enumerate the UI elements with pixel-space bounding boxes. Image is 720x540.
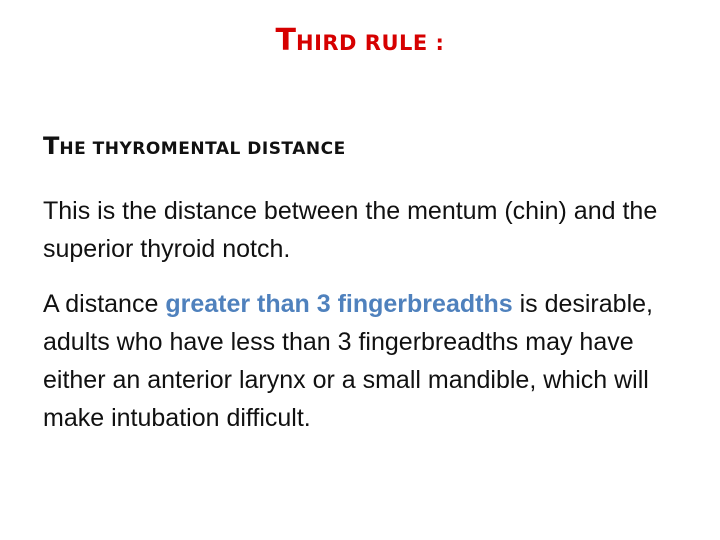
title-rest: HIRD RULE : (296, 31, 445, 55)
section-heading (43, 132, 346, 161)
heading-rest: HE THYROMENTAL DISTANCE (59, 139, 346, 159)
title-initial: T (275, 23, 296, 58)
definition-paragraph: This is the distance between the mentum (chin) and the superior thyroid notch. (43, 197, 658, 263)
criteria-text-end: is desirable, adults who have less than 3 fingerbreadths may have either an anterior larynx or a small mandible, which will make intubation difficult. (43, 290, 653, 432)
heading-initial: T (43, 132, 60, 160)
criteria-text-start: A distance (43, 290, 166, 318)
highlighted-criterion: greater than 3 fingerbreadths (165, 290, 513, 318)
criteria-paragraph (43, 285, 683, 437)
slide-title (0, 20, 720, 59)
